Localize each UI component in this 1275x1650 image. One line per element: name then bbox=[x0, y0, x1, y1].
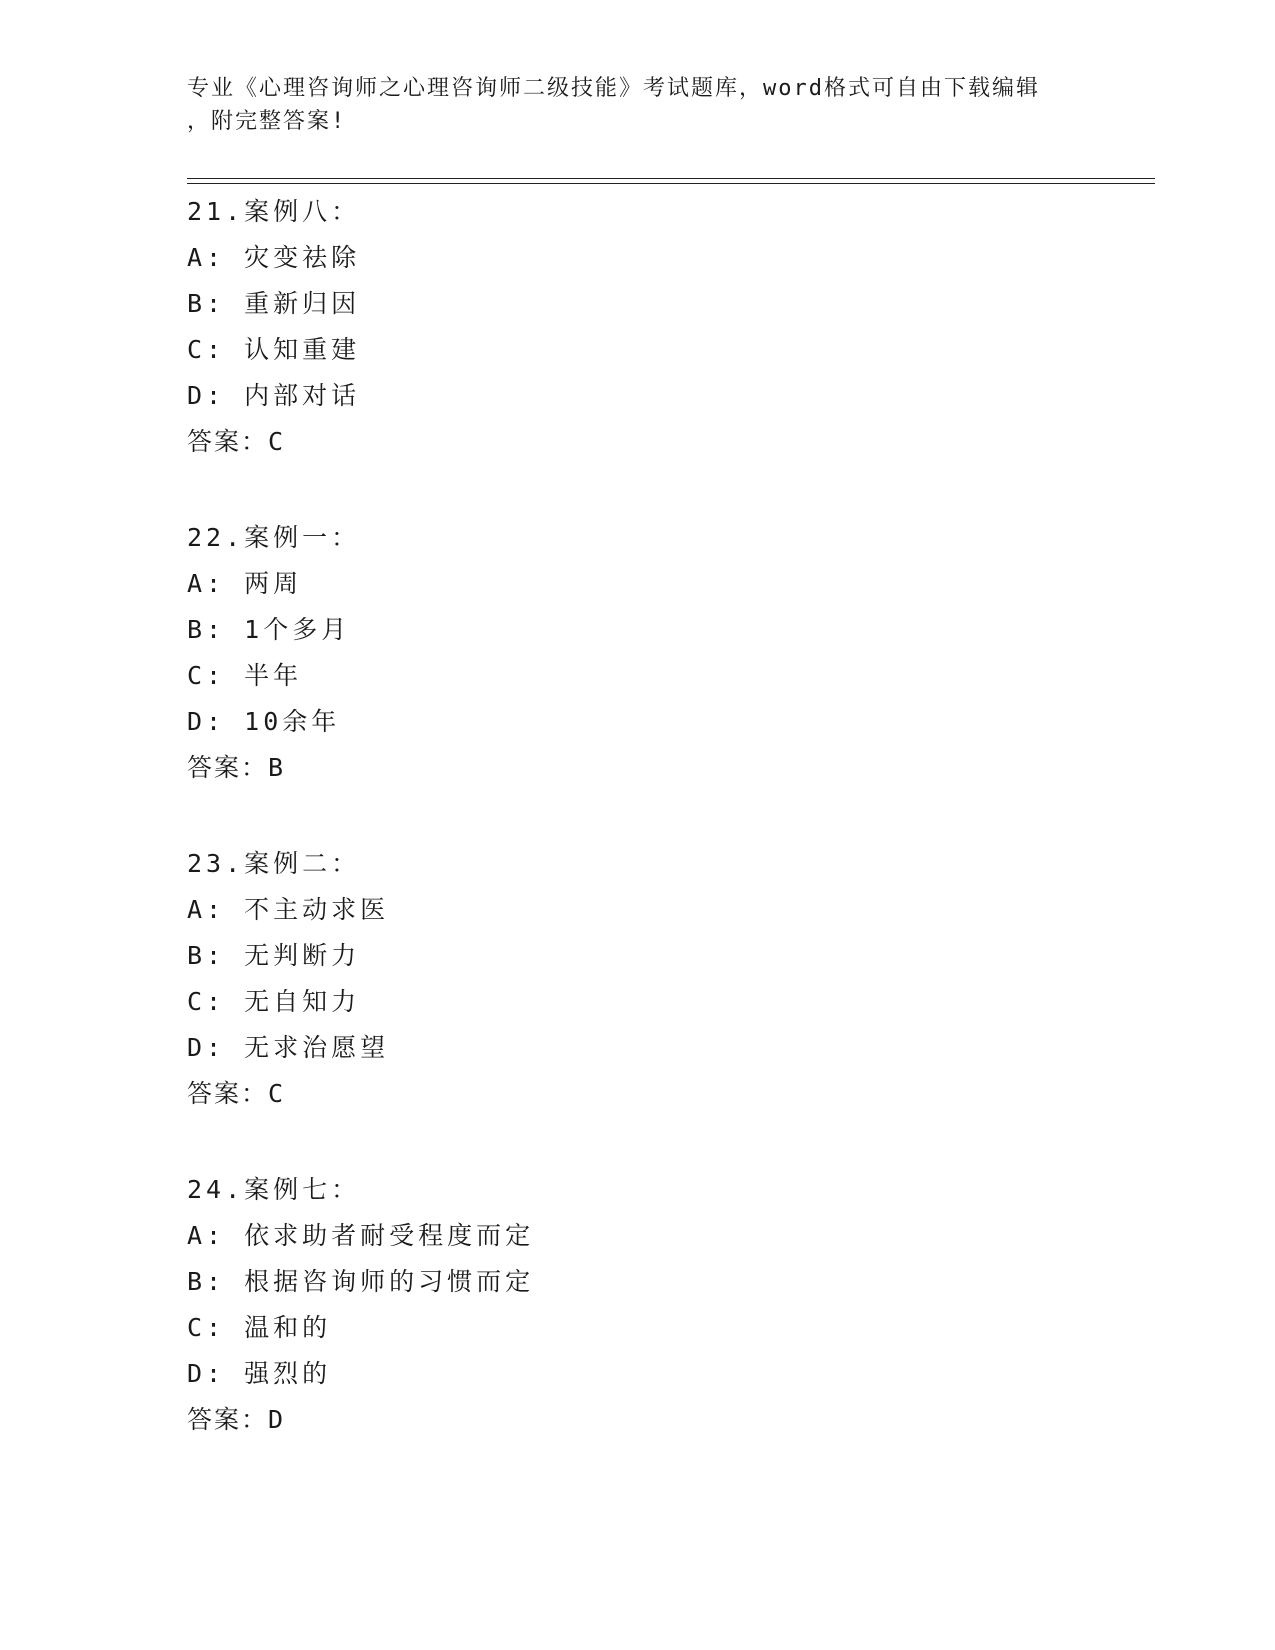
option-b: B: 1个多月 bbox=[187, 615, 351, 644]
question-stem: 23.案例二： bbox=[187, 849, 361, 878]
option-d: D: 内部对话 bbox=[187, 381, 361, 410]
option-d: D: 强烈的 bbox=[187, 1359, 332, 1388]
option-c: C: 无自知力 bbox=[187, 987, 361, 1016]
option-a: A: 不主动求医 bbox=[187, 895, 390, 924]
option-a: A: 两周 bbox=[187, 569, 303, 598]
question-22 bbox=[187, 515, 1147, 791]
question-stem: 21.案例八： bbox=[187, 197, 361, 226]
option-b: B: 无判断力 bbox=[187, 941, 361, 970]
question-21 bbox=[187, 189, 1147, 465]
question-24 bbox=[187, 1167, 1147, 1443]
answer: 答案：D bbox=[187, 1405, 286, 1434]
option-b: B: 重新归因 bbox=[187, 289, 361, 318]
option-d: D: 10余年 bbox=[187, 707, 341, 736]
header-line-2: ，附完整答案! bbox=[187, 109, 347, 134]
option-c: C: 半年 bbox=[187, 661, 303, 690]
option-a: A: 灾变祛除 bbox=[187, 243, 361, 272]
answer: 答案：C bbox=[187, 427, 286, 456]
option-c: C: 认知重建 bbox=[187, 335, 361, 364]
option-d: D: 无求治愿望 bbox=[187, 1033, 390, 1062]
document-header bbox=[187, 72, 1087, 138]
option-c: C: 温和的 bbox=[187, 1313, 332, 1342]
answer: 答案：C bbox=[187, 1079, 286, 1108]
option-a: A: 依求助者耐受程度而定 bbox=[187, 1221, 535, 1250]
option-b: B: 根据咨询师的习惯而定 bbox=[187, 1267, 535, 1296]
question-stem: 22.案例一： bbox=[187, 523, 361, 552]
header-line-1: 专业《心理咨询师之心理咨询师二级技能》考试题库，word格式可自由下载编辑 bbox=[187, 76, 1040, 101]
header-divider bbox=[187, 178, 1155, 184]
question-23 bbox=[187, 841, 1147, 1117]
answer: 答案：B bbox=[187, 753, 286, 782]
question-stem: 24.案例七： bbox=[187, 1175, 361, 1204]
question-list bbox=[187, 189, 1147, 1493]
